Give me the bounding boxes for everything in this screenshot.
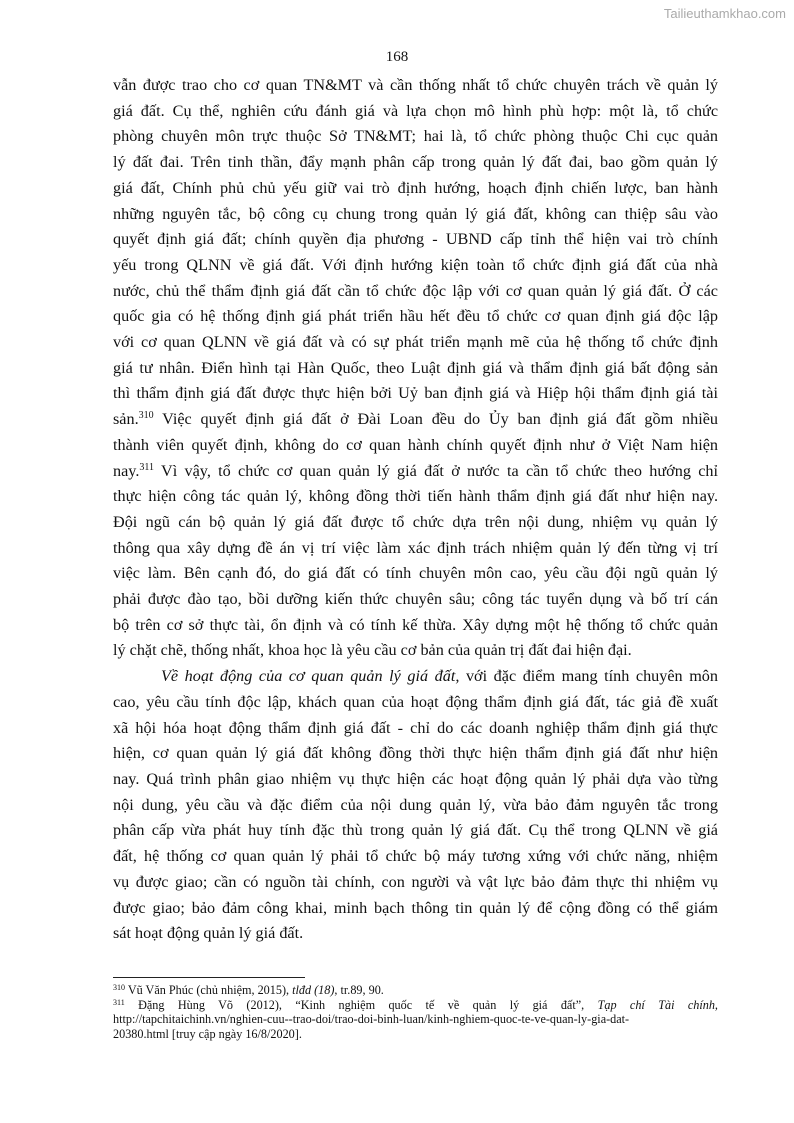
text-line: 20380.html [truy cập ngày 16/8/2020]. bbox=[113, 1026, 302, 1041]
text-line: được giao; bảo đảm công khai, minh bạch thông tin quản lý để cộng đồng có thể giám bbox=[113, 898, 718, 917]
text-line: với cơ quan QLNN về giá đất và có sự phát triển mạnh mẽ của hệ thống tổ chức định bbox=[113, 333, 718, 352]
text-line: thông qua xây dựng đề án vị trí việc làm xác định trách nhiệm quản lý đến từng vị trí bbox=[113, 538, 718, 557]
text-line: vẫn được trao cho cơ quan TN&MT và cần thống nhất tổ chức chuyên trách về quản lý bbox=[113, 76, 718, 94]
body-text bbox=[113, 73, 718, 947]
page-number: 168 bbox=[385, 49, 409, 65]
text-line bbox=[113, 459, 718, 485]
text-fragment: sản. bbox=[113, 410, 139, 429]
text-line: Đội ngũ cán bộ quản lý giá đất được tổ chức dựa trên nội dung, nhiệm vụ quản lý bbox=[113, 512, 718, 531]
text-line: quốc gia có hệ thống định giá phát triển hầu hết đều tổ chức cơ quan định giá độc lập bbox=[113, 307, 718, 326]
text-line bbox=[113, 664, 718, 690]
text-fragment: với đặc điểm mang tính chuyên môn bbox=[459, 667, 718, 686]
text-line: hiện, cơ quan quản lý giá đất không đồng thời thực hiện thẩm định giá đất như hiện bbox=[113, 744, 718, 763]
text-line: phân cấp vừa phát huy tính đặc thù trong quản lý giá đất. Cụ thể trong QLNN về giá bbox=[113, 821, 718, 840]
text-line: quyết định giá đất; chính quyền địa phương - UBND cấp tỉnh thể hiện vai trò chính bbox=[113, 230, 718, 249]
text-line bbox=[113, 407, 718, 433]
text-line: yếu trong QLNN về giá đất. Với định hướng kiện toàn tổ chức định giá đất của nhà bbox=[113, 255, 718, 274]
text-line: thực hiện công tác quản lý, không đồng thời tiến hành thẩm định giá đất như hiện nay. bbox=[113, 487, 718, 506]
text-line: xã hội hóa hoạt động thẩm định giá đất - chỉ do các doanh nghiệp thẩm định giá thực bbox=[113, 718, 718, 737]
italic-text: Tạp chí Tài chính, bbox=[597, 997, 718, 1012]
text-line: thành viên quyết định, không do cơ quan hành chính quyết định như ở Việt Nam hiện bbox=[113, 435, 718, 454]
text-line: bộ trên cơ sở thực tài, ổn định và có tính kế thừa. Xây dựng một hệ thống tổ chức quản bbox=[113, 615, 718, 634]
text-line: lý đất đai. Trên tinh thần, đẩy mạnh phân cấp trong quản lý đất đai, bao gồm quản lý bbox=[113, 153, 718, 172]
text-line: nay. Quá trình phân giao nhiệm vụ thực hiện các hoạt động quản lý phải dựa vào từng bbox=[113, 769, 718, 788]
text-line: phòng chuyên môn trực thuộc Sở TN&MT; hai là, tổ chức phòng thuộc Chi cục quản bbox=[113, 127, 718, 146]
text-fragment: , tr.89, 90. bbox=[334, 983, 384, 997]
italic-lead: Về hoạt động của cơ quan quản lý giá đất, bbox=[161, 667, 460, 686]
text-fragment: Đặng Hùng Võ (2012), “Kinh nghiệm quốc tế về quản lý giá đất”, bbox=[124, 997, 598, 1012]
text-fragment: Vì vậy, tổ chức cơ quan quản lý giá đất ở nước ta cần tổ chức theo hướng chỉ bbox=[154, 461, 718, 480]
footnote-310 bbox=[113, 983, 718, 998]
footnote-divider bbox=[113, 977, 305, 978]
text-line: việc làm. Bên cạnh đó, do giá đất có tính chuyên môn cao, yêu cầu đội ngũ quản lý bbox=[113, 564, 718, 583]
footnotes bbox=[113, 983, 718, 1041]
footnote-url[interactable]: http://tapchitaichinh.vn/nghien-cuu--trao-doi/trao-doi-binh-luan/kinh-nghiem-quoc-te-ve-quan-ly-gia-dat- bbox=[113, 1012, 630, 1027]
text-line bbox=[113, 983, 718, 998]
text-line: giá đất, Chính phủ chủ yếu giữ vai trò định hướng, hoạch định chiến lược, ban hành bbox=[113, 178, 718, 197]
text-fragment: nay. bbox=[113, 461, 140, 480]
text-line: những nguyên tắc, bộ công cụ chung trong quản lý giá đất, không can thiệp sâu vào bbox=[113, 204, 718, 223]
text-line: sát hoạt động quản lý giá đất. bbox=[113, 924, 304, 943]
footnote-ref-310[interactable]: 310 bbox=[138, 410, 154, 422]
watermark-text: Tailieuthamkhao.com bbox=[663, 6, 786, 21]
footnote-number: 311 bbox=[113, 997, 125, 1007]
text-fragment: Việc quyết định giá đất ở Đài Loan đều do Ủy ban định giá đất gồm nhiều bbox=[153, 410, 718, 429]
footnote-ref-311[interactable]: 311 bbox=[139, 461, 155, 473]
text-line: đất, hệ thống cơ quan quản lý phải tổ chức bộ máy tương xứng với chức năng, nhiệm bbox=[113, 847, 718, 866]
paragraph-2 bbox=[113, 664, 718, 947]
text-line bbox=[113, 998, 718, 1013]
text-line: nội dung, yêu cầu và đặc điểm của nội dung quản lý, vừa bảo đảm nguyên tắc trong bbox=[113, 795, 718, 814]
footnote-number: 310 bbox=[113, 983, 125, 992]
text-line: giá đất. Cụ thể, nghiên cứu đánh giá và lựa chọn mô hình phù hợp: một là, tổ chức bbox=[113, 101, 718, 120]
text-line: nước, chủ thể thẩm định giá đất cần tổ chức độc lập với cơ quan quản lý giá đất. Ở các bbox=[113, 281, 718, 300]
text-fragment: Vũ Văn Phúc (chủ nhiệm, 2015), bbox=[125, 983, 293, 997]
footnote-311 bbox=[113, 998, 718, 1042]
text-line: thì thẩm định giá đất được thực hiện bởi Uỷ ban định giá và Hiệp hội thẩm định giá tài bbox=[113, 384, 718, 403]
text-line: phải được đào tạo, bồi dưỡng kiến thức chuyên sâu; công tác tuyển dụng và bố trí cán bbox=[113, 590, 718, 609]
italic-text: tlđd (18) bbox=[292, 983, 335, 997]
text-line: giá tư nhân. Điển hình tại Hàn Quốc, theo Luật định giá và thẩm định giá bất động sản bbox=[113, 358, 718, 377]
text-line: vụ được giao; cần có nguồn tài chính, con người và vật lực bảo đảm thực thi nhiệm vụ bbox=[113, 872, 718, 891]
text-line: cao, yêu cầu tính độc lập, khách quan của hoạt động thẩm định giá đất, tác giả đề xuất bbox=[113, 692, 718, 711]
paragraph-1 bbox=[113, 73, 718, 664]
text-line: lý chặt chẽ, thống nhất, khoa học là yêu cầu cơ bản của quản trị đất đai hiện đại. bbox=[113, 641, 632, 660]
